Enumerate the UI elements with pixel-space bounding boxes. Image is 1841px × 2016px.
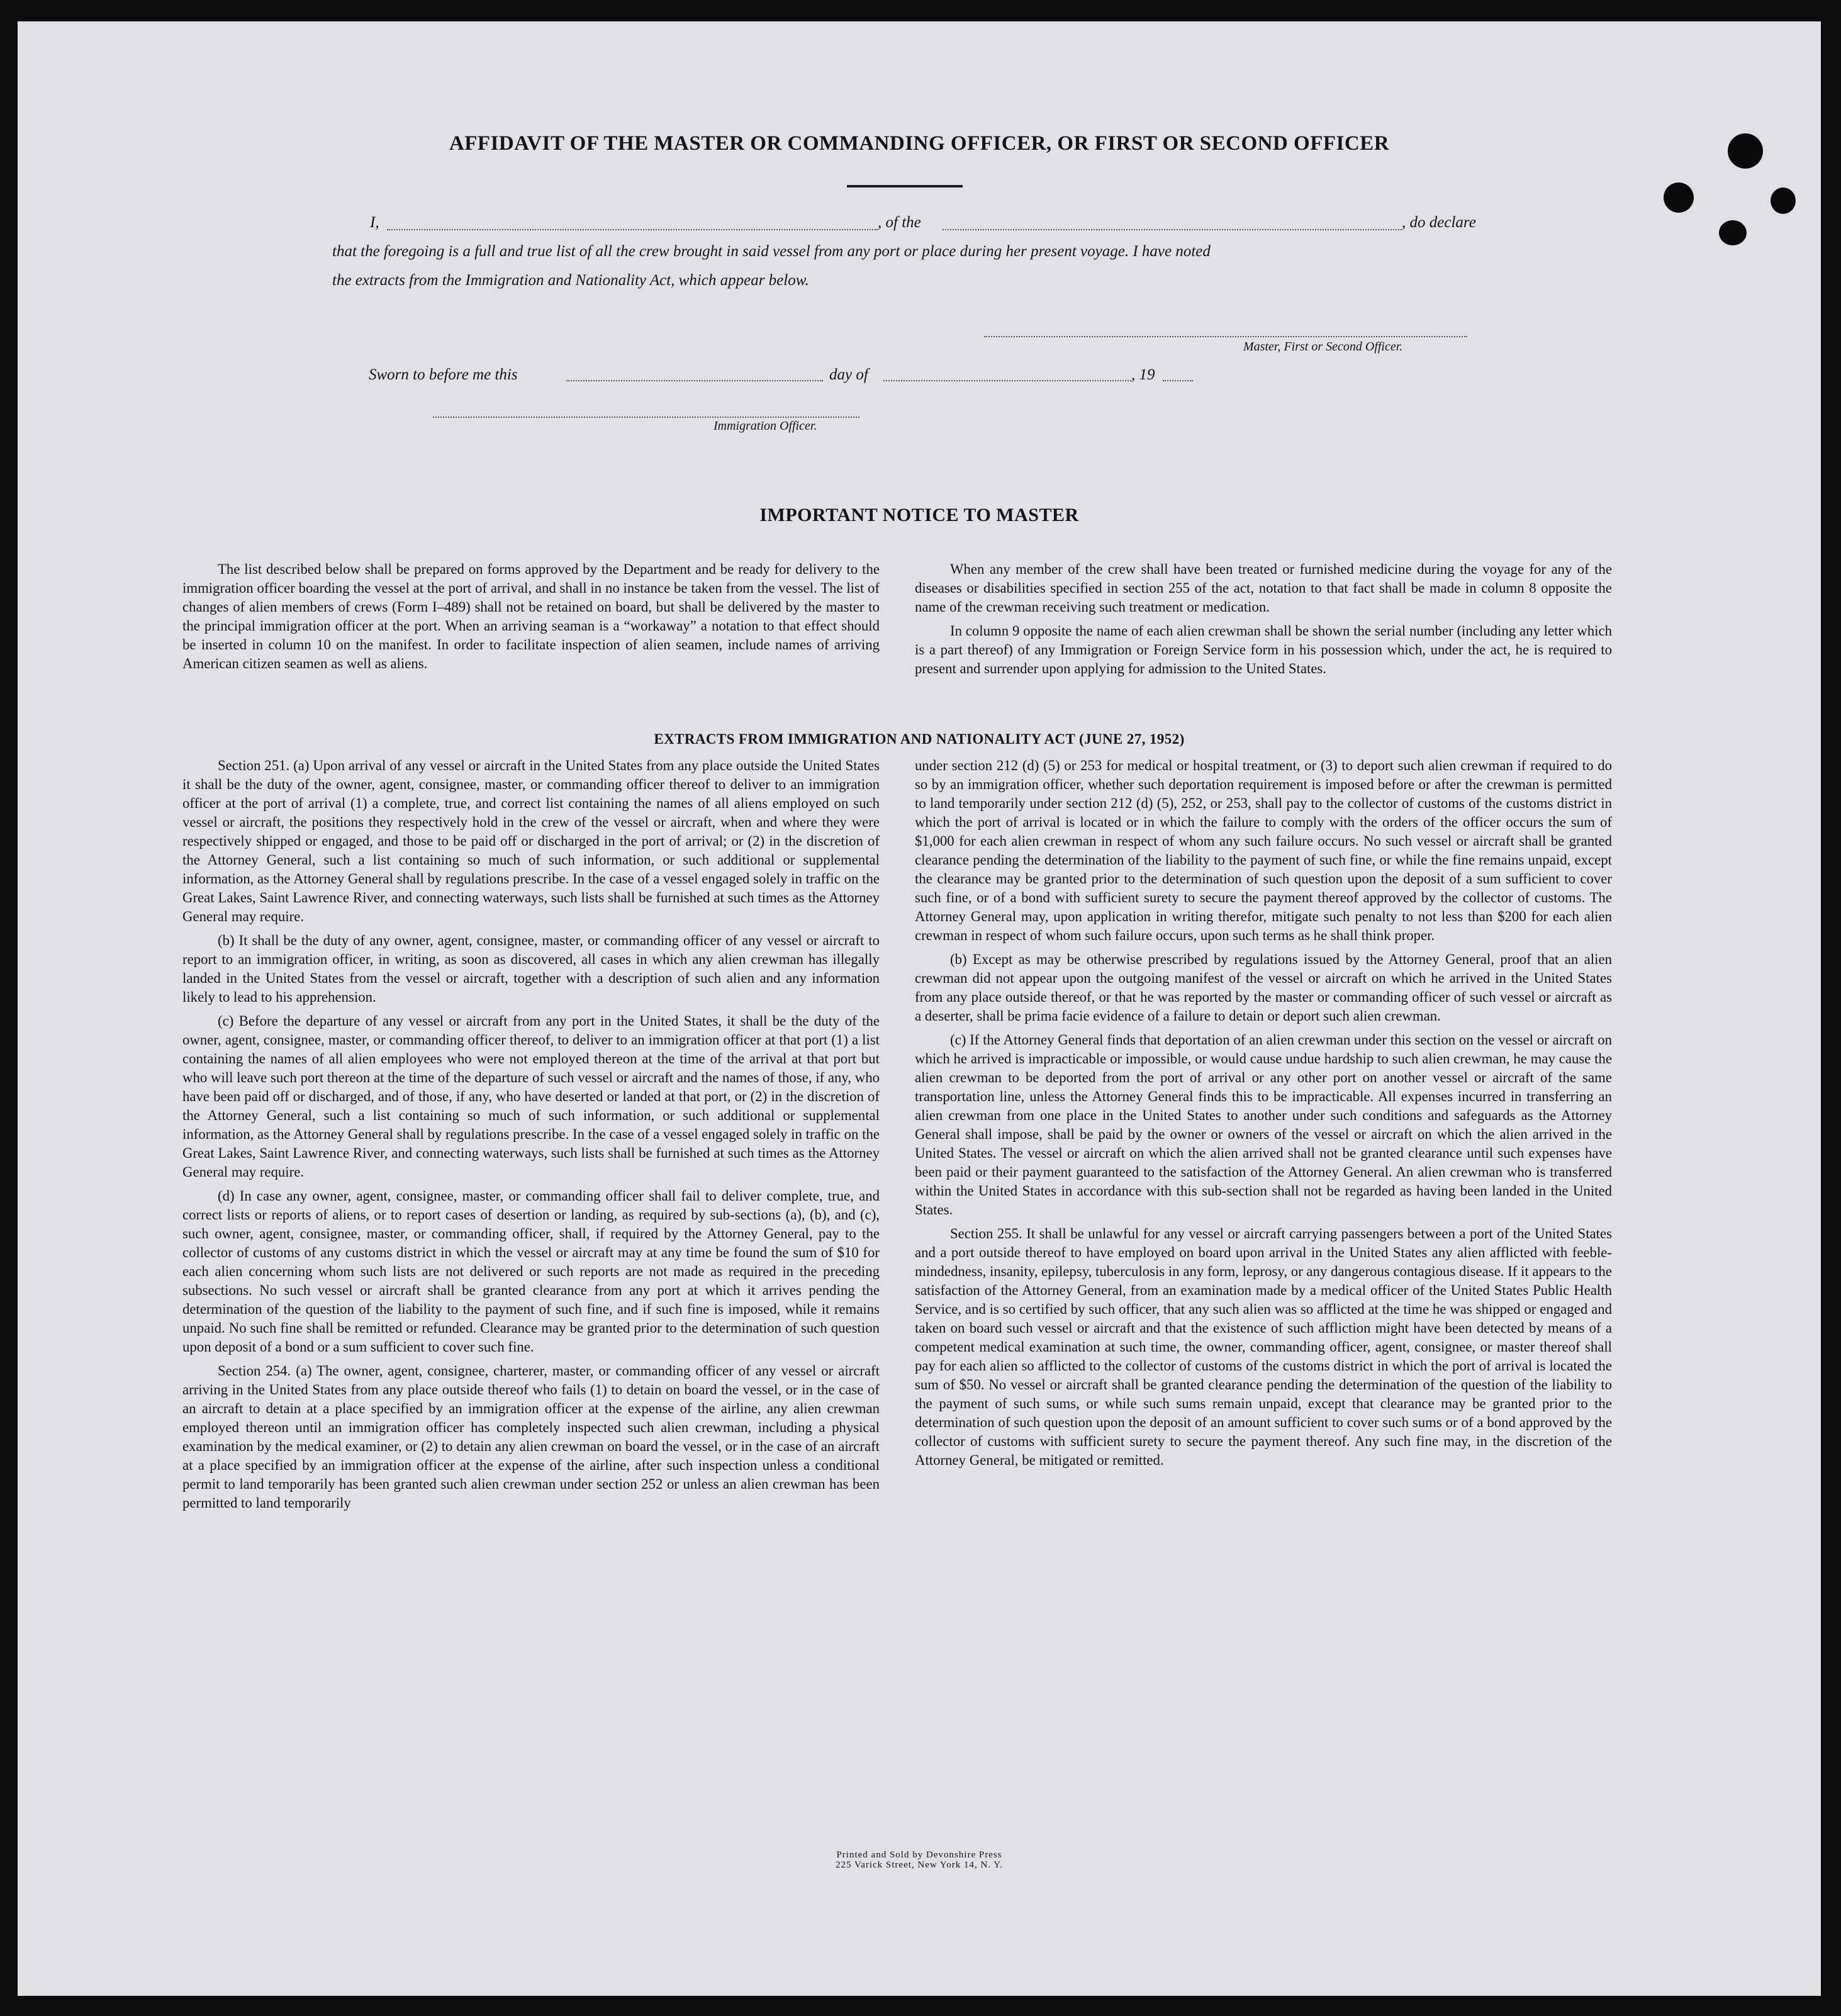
master-signature-label: Master, First or Second Officer. (1243, 340, 1403, 354)
sworn-day-field[interactable] (566, 380, 823, 381)
punch-hole-3 (1771, 188, 1796, 214)
notice-right-paragraph-1: When any member of the crew shall have been treated or furnished medicine during the voyage for any of the diseases or disabilities specified in section 255 of the act, notation to that fact shall be made in column 8 opposite the name of the crewman receiving such treatment or medication. (915, 561, 1612, 615)
officer-signature-line[interactable] (433, 417, 859, 418)
section-251-b: (b) It shall be the duty of any owner, agent, consignee, master, or commanding officer of any vessel or aircraft to report to an immigration officer, in writing, as soon as discovered, all cases in which any alien crewman has illegally landed in the United States from the vessel or aircraft, together with a description of such alien and any information likely to lead to his apprehension. (182, 932, 880, 1005)
notice-right-paragraph-2: In column 9 opposite the name of each alien crewman shall be shown the serial number (including any letter which is a part thereof) of any Immigration or Foreign Service form in his possession which, under the act, he is required to present and surrender upon applying for admission to the United States. (915, 623, 1612, 676)
i-label: I, (370, 214, 379, 231)
notice-left-paragraph: The list described below shall be prepared on forms approved by the Department and be ready for delivery to the immigration officer boarding the vessel at the port of arrival, and shall in no instance be taken from the vessel. The list of changes of alien members of crews (Form I–489) shall not be retained on board, but shall be delivered by the master to the principal immigration officer at the port. When an arriving seaman is a “workaway” a notation to that effect should be inserted in column 10 on the manifest. In order to facilitate inspection of alien seamen, include names of arriving American citizen seamen as well as aliens. (182, 561, 880, 671)
printer-line-1: Printed and Sold by Devonshire Press (836, 1850, 1002, 1860)
punch-hole-1 (1728, 133, 1763, 169)
sworn-label: Sworn to before me this (369, 366, 518, 383)
printer-line-2: 225 Varick Street, New York 14, N. Y. (836, 1860, 1003, 1870)
declaration-line-2: the extracts from the Immigration and Nationality Act, which appear below. (332, 272, 809, 289)
day-of-label: day of (829, 366, 868, 383)
sworn-year-field[interactable] (1163, 380, 1193, 381)
title-rule (847, 185, 963, 188)
notice-left-column (182, 560, 880, 678)
officer-signature-label: Immigration Officer. (713, 419, 817, 433)
form-page (18, 21, 1821, 1996)
section-254-a: Section 254. (a) The owner, agent, consignee, charterer, master, or commanding officer of any vessel or aircraft arriving in the United States from any place outside thereof who fails (1) to detain on board the vessel, or in the case of an aircraft to detain at a place specified by an immigration officer at the expense of the airline, any alien crewman employed thereon until an immigration officer has completely inspected such alien crewman, including a physical examination by the medical examiner, or (2) to detain any alien crewman on board the vessel, or in the case of an aircraft at a place specified by an immigration officer at the expense of the airline, after such inspection unless a conditional permit to land temporarily has been granted such alien crewman under section 252 or unless an alien crewman has been permitted to land temporarily (182, 1363, 880, 1511)
vessel-field[interactable] (943, 229, 1402, 230)
extracts-title: EXTRACTS FROM IMMIGRATION AND NATIONALITY ACT (JUNE 27, 1952) (654, 731, 1185, 747)
section-255: Section 255. It shall be unlawful for any vessel or aircraft carrying passengers between a port of the United States and a port outside thereof to have employed on board upon arrival in the United States any alien afflicted with feeble-mindedness, insanity, epilepsy, tuberculosis in any form, leprosy, or any dangerous contagious disease. If it appears to the satisfaction of the Attorney General, from an examination made by a medical officer of the United States Public Health Service, and is so certified by such officer, that any such alien was so afflicted at the time he was shipped or engaged and taken on board such vessel or aircraft and that the existence of such affliction might have been detected by means of a competent medical examination at such time, the owner, commanding officer, agent, consignee, or master thereof shall pay for each alien so afflicted to the collector of customs of the customs district in which the port of arrival is located the sum of $50. No vessel or aircraft shall be granted clearance pending the determination of the question of the liability to the payment of such sums, or while such sums remain unpaid, except that clearance may be granted prior to the determination of such question upon the deposit of an amount sufficient to cover such sums or of a bond approved by the collector of customs with sufficient surety to secure the payment thereof. Any such fine may, in the discretion of the Attorney General, be mitigated or remitted. (915, 1226, 1612, 1468)
year-label: , 19 (1131, 366, 1155, 383)
section-251-c: (c) Before the departure of any vessel or aircraft from any port in the United States, it shall be the duty of the owner, agent, consignee, master, or commanding officer thereof, to deliver to an immigration officer at that port (1) a list containing the names of all alien employees who were not employed thereon at the time of the arrival at that port but who will leave such port thereon at the time of the departure of such vessel or aircraft and the names of those, if any, who have been paid off or discharged, and of those, if any, who have deserted or landed at that port, or (2) in the discretion of the Attorney General, such a list containing so much of such information, or such additional or supplemental information, as the Attorney General shall by regulations prescribe. In the case of a vessel engaged solely in traffic on the Great Lakes, Saint Lawrence River, and connecting waterways, such lists shall be furnished at such times as the Attorney General may require. (182, 1013, 880, 1180)
printer-imprint (18, 1850, 1821, 1870)
section-251-a: Section 251. (a) Upon arrival of any vessel or aircraft in the United States from any place outside the United States it shall be the duty of the owner, agent, consignee, master, or commanding officer thereof to deliver to an immigration officer at the port of arrival (1) a complete, true, and correct list containing the names of all aliens employed on such vessel or aircraft, the positions they respectively hold in the crew of the vessel or aircraft, when and where they were respectively shipped or engaged, and those to be paid off or discharged in the port of arrival; or (2) in the discretion of the Attorney General, such a list containing so much of such information, or such additional or supplemental information, as the Attorney General shall by regulations prescribe. In the case of a vessel engaged solely in traffic on the Great Lakes, Saint Lawrence River, and connecting waterways, such lists shall be furnished at such times as the Attorney General may require. (182, 758, 880, 924)
extracts-left-column (182, 756, 880, 1518)
section-254-c: (c) If the Attorney General finds that deportation of an alien crewman under this section on the vessel or aircraft on which he arrived is impracticable or impossible, or would cause undue hardship to such alien crewman, he may cause the alien crewman to be deported from the port of arrival or any other port on another vessel or aircraft of the same transportation line, unless the Attorney General finds this to be impracticable. All expenses incurred in transferring an alien crewman from one place in the United States to another under such conditions and safeguards as the Attorney General shall impose, shall be paid by the owner or owners of the vessel or aircraft on which the alien arrived in the United States. The vessel or aircraft on which the alien arrived shall not be granted clearance until such expenses have been paid or their payment guaranteed to the satisfaction of the Attorney General. An alien crewman who is transferred within the United States in accordance with this sub-section shall not be regarded as having been landed in the United States. (915, 1032, 1612, 1218)
do-declare-label: , do declare (1402, 214, 1476, 231)
master-signature-line[interactable] (984, 336, 1467, 337)
punch-hole-4 (1719, 220, 1747, 245)
notice-right-column (915, 560, 1612, 683)
declaration-line-1: that the foregoing is a full and true list of all the crew brought in said vessel from any port or place during her present voyage. I have noted (332, 243, 1211, 260)
section-251-d: (d) In case any owner, agent, consignee, master, or commanding officer shall fail to deliver complete, true, and correct lists or reports of aliens, or to report cases of desertion or landing, as required by sub-sections (a), (b), and (c), such owner, agent, consignee, master, or commanding officer, shall, if required by the Attorney General, pay to the collector of customs of any customs district in which the vessel or aircraft may at any time be found the sum of $10 for each alien concerning whom such lists are not delivered or such reports are not made as required in the preceding subsections. No such vessel or aircraft shall be granted clearance from any port at which it arrives pending the determination of the question of the liability to the payment of such fine, and if such fine is imposed, while it remains unpaid. No such fine shall be remitted or refunded. Clearance may be granted prior to the determination of such question upon deposit of a bond or a sum sufficient to cover such fine. (182, 1188, 880, 1355)
of-the-label: , of the (878, 214, 921, 231)
section-254-b: (b) Except as may be otherwise prescribed by regulations issued by the Attorney General, proof that an alien crewman did not appear upon the outgoing manifest of the vessel or aircraft on which he arrived in the United States from any place outside thereof, or that he was reported by the master or commanding officer of such vessel or aircraft as a deserter, shall be prima facie evidence of a failure to detain or deport such alien crewman. (915, 951, 1612, 1024)
name-field[interactable] (387, 229, 878, 230)
extracts-right-column (915, 756, 1612, 1475)
affidavit-title: AFFIDAVIT OF THE MASTER OR COMMANDING OFFICER, OR FIRST OR SECOND OFFICER (449, 132, 1390, 155)
sworn-month-field[interactable] (883, 380, 1131, 381)
notice-title: IMPORTANT NOTICE TO MASTER (759, 505, 1079, 525)
punch-hole-2 (1664, 182, 1694, 213)
section-254-a-continued: under section 212 (d) (5) or 253 for medical or hospital treatment, or (3) to deport such alien crewman if required to do so by an immigration officer, whether such deportation requirement is imposed before or after the crewman is permitted to land temporarily under section 212 (d) (5), 252, or 253, shall pay to the collector of customs of the customs district in which the port of arrival is located or in which the failure to comply with the orders of the officer occurs the sum of $1,000 for each alien crewman in respect of whom any such failure occurs. No such vessel or aircraft shall be granted clearance pending the determination of the liability to the payment of such fine, or while the fine remains unpaid, except the clearance may be granted prior to the determination of such question upon the deposit of a sum sufficient to cover such fine, or of a bond with sufficient surety to secure the payment thereof approved by the collector of customs. The Attorney General may, upon application in writing therefor, mitigate such penalty to not less than $200 for each alien crewman in respect of whom such failure occurs, upon such terms as he shall think proper. (915, 758, 1612, 943)
